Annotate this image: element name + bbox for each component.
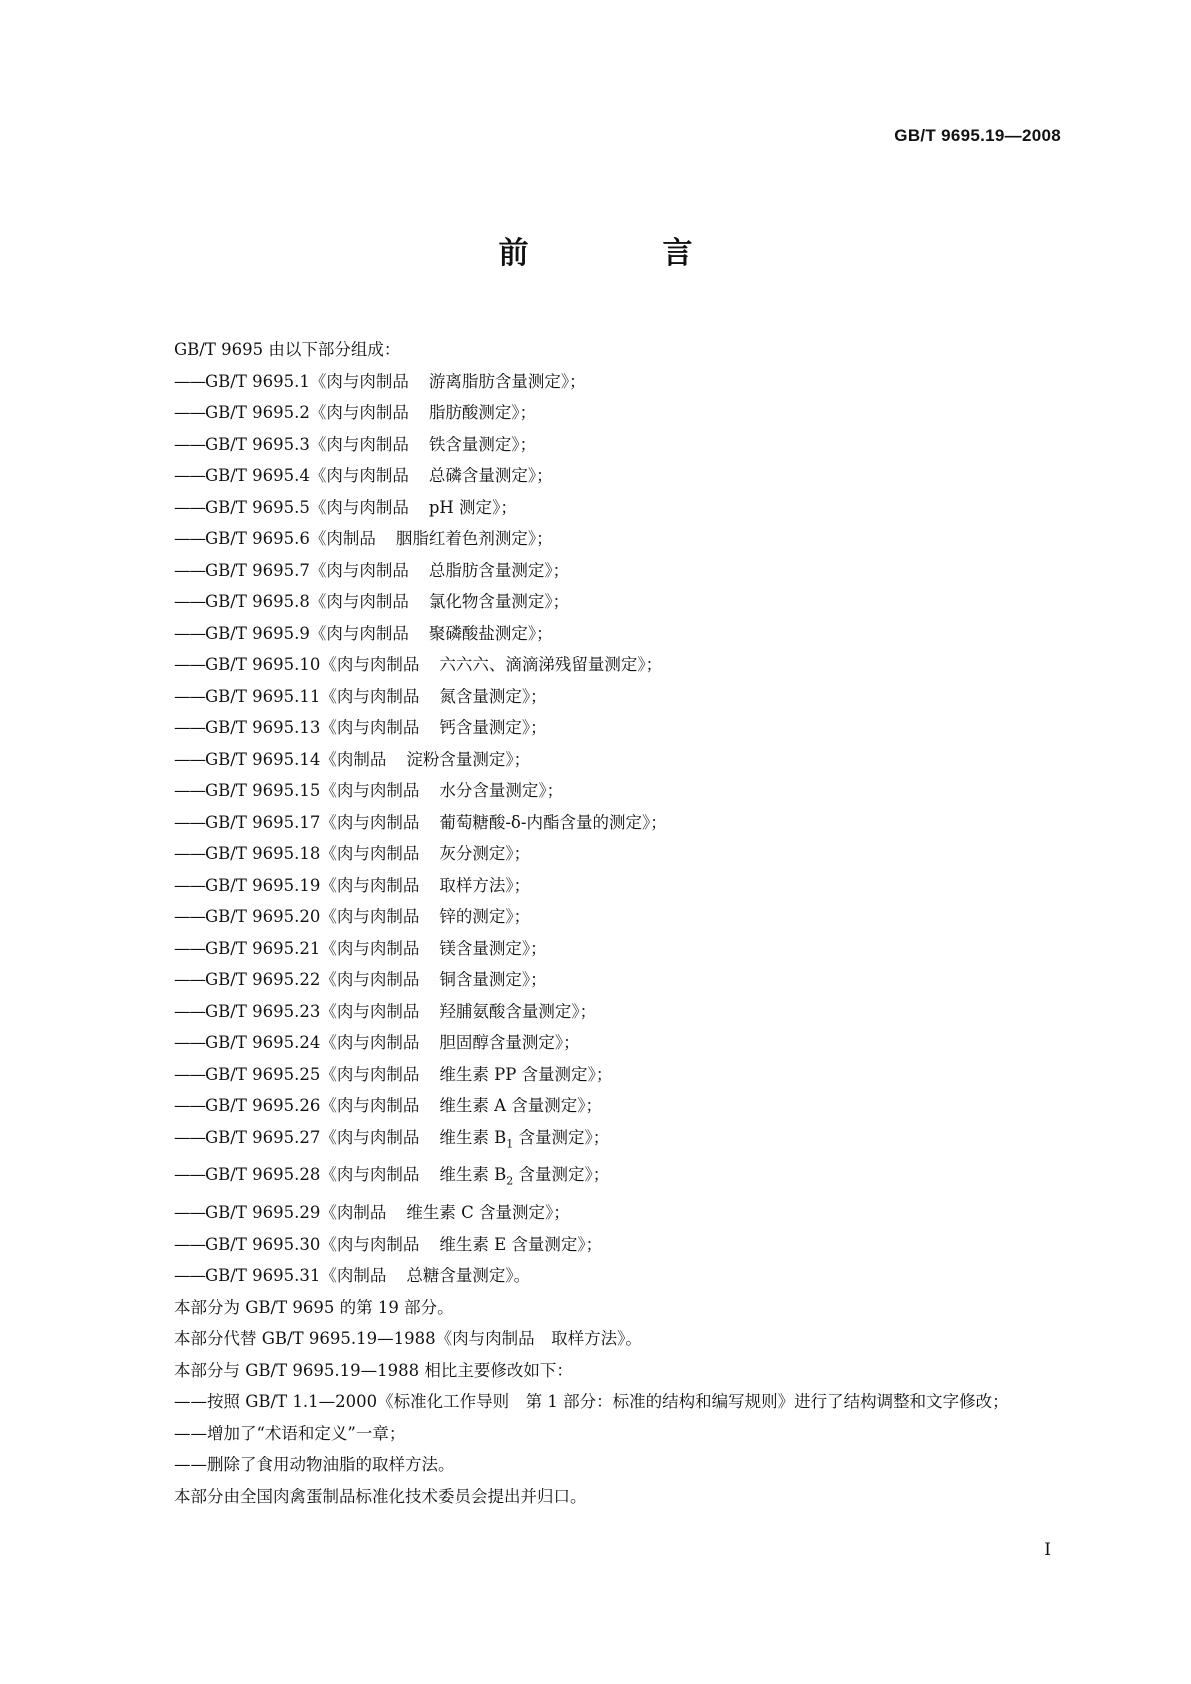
part-end-punctuation: ； (645, 655, 663, 674)
part-topic: pH 测定 (428, 497, 493, 517)
change-item: ——增加了“术语和定义”一章； (174, 1423, 406, 1443)
part-topic: 六六六、滴滴涕残留量测定 (439, 655, 638, 674)
part-end-punctuation: ； (519, 434, 537, 454)
part-list-item: ——GB/T 9695.14《肉制品 淀粉含量测定》； (174, 749, 531, 769)
part-code: GB/T 9695.4 (205, 466, 310, 485)
parts-list (174, 366, 1064, 1292)
part-code: GB/T 9695.10 (205, 655, 321, 674)
part-end-punctuation: ； (546, 781, 564, 800)
part-list-item: ——GB/T 9695.29《肉制品 维生素 C 含量测定》； (174, 1203, 570, 1223)
part-list-item: ——GB/T 9695.3《肉与肉制品 铁含量测定》； (174, 434, 537, 454)
part-end-punctuation: ； (569, 371, 586, 391)
part-topic: 水分含量测定 (439, 781, 539, 800)
part-subject: 肉与肉制品 (326, 466, 409, 485)
part-list-item: ——GB/T 9695.28《肉与肉制品 维生素 $B_2$ 含量测定》； (174, 1165, 610, 1188)
part-subject: 肉与肉制品 (326, 560, 409, 580)
part-end-punctuation: ； (536, 529, 553, 548)
part-code: GB/T 9695.15 (205, 781, 321, 800)
part-code: GB/T 9695.5 (205, 497, 310, 517)
part-end-punctuation: ； (530, 970, 547, 989)
part-list-item: ——GB/T 9695.4《肉与肉制品 总磷含量测定》； (174, 466, 553, 485)
part-list-item: ——GB/T 9695.1《肉与肉制品 游离脂肪含量测定》； (174, 371, 586, 391)
part-subject: 肉与肉制品 (336, 907, 420, 926)
part-topic: 锌的测定 (439, 907, 506, 926)
part-topic: 铁含量测定 (428, 434, 512, 454)
part-topic: 聚磷酸盐测定 (428, 623, 528, 643)
part-topic-subscript: 2 (506, 1174, 514, 1188)
part-topic-subscript: 1 (506, 1136, 514, 1150)
part-topic: 镁含量测定 (439, 938, 522, 958)
part-end-punctuation: ； (536, 623, 553, 643)
part-list-item: ——GB/T 9695.10《肉与肉制品 六六六、滴滴涕残留量测定》； (174, 655, 663, 674)
part-list-item: ——GB/T 9695.24《肉与肉制品 胆固醇含量测定》； (174, 1033, 580, 1052)
part-topic: 羟脯氨酸含量测定 (439, 1001, 572, 1021)
part-list-item: ——GB/T 9695.13《肉与肉制品 钙含量测定》； (174, 718, 547, 737)
part-subject: 肉与肉制品 (326, 497, 409, 517)
part-end-punctuation: ； (500, 497, 517, 517)
part-list-item: ——GB/T 9695.31《肉制品 总糖含量测定》。 (174, 1266, 531, 1286)
part-list-item: ——GB/T 9695.21《肉与肉制品 镁含量测定》； (174, 938, 547, 958)
part-end-punctuation: ； (552, 560, 570, 580)
part-end-punctuation: ； (513, 844, 531, 863)
part-code: GB/T 9695.20 (205, 907, 321, 926)
part-topic: 葡萄糖酸-δ-内酯含量的测定 (439, 812, 642, 832)
part-subject: 肉与肉制品 (336, 1127, 420, 1147)
part-code: GB/T 9695.6 (205, 529, 310, 548)
proposed-paragraph: 本部分由全国肉禽蛋制品标准化技术委员会提出并归口。 (174, 1486, 587, 1506)
part-subject: 肉与肉制品 (336, 686, 420, 706)
part-topic: 氮含量测定 (439, 686, 522, 706)
part-code: GB/T 9695.21 (205, 938, 321, 958)
section-title: 前 言 (498, 236, 745, 271)
part-subject: 肉与肉制品 (336, 1033, 420, 1052)
part-topic: 胭脂红着色剂测定 (395, 529, 528, 548)
part-subject: 肉制品 (336, 749, 387, 769)
part-list-item: ——GB/T 9695.19《肉与肉制品 取样方法》； (174, 875, 531, 895)
part-topic: 取样方法 (439, 875, 506, 895)
part-end-punctuation: ； (585, 1234, 603, 1254)
part-subject: 肉与肉制品 (336, 718, 420, 737)
part-subject: 肉与肉制品 (326, 371, 409, 391)
part-topic-suffix: 含量测定 (513, 1127, 585, 1147)
part-list-item: ——GB/T 9695.18《肉与肉制品 灰分测定》； (174, 844, 531, 863)
part-code: GB/T 9695.30 (205, 1234, 321, 1254)
document-code: GB/T 9695.19—2008 (894, 126, 1061, 145)
replaces-paragraph: 本部分代替 GB/T 9695.19—1988《肉与肉制品 取样方法》。 (174, 1329, 642, 1349)
part-code: GB/T 9695.29 (205, 1203, 321, 1223)
part-code: GB/T 9695.31 (205, 1266, 321, 1286)
part-topic: 维生素 A 含量测定 (439, 1096, 578, 1115)
part-code: GB/T 9695.23 (205, 1001, 321, 1021)
part-code: GB/T 9695.19 (205, 875, 321, 895)
part-topic: 总脂肪含量测定 (428, 560, 545, 580)
part-subject: 肉与肉制品 (336, 1064, 420, 1084)
part-end-punctuation: ； (592, 1127, 610, 1147)
part-end-punctuation: ； (513, 907, 531, 926)
part-end-punctuation: ； (530, 686, 547, 706)
part-topic-suffix: 含量测定 (513, 1165, 585, 1185)
part-topic: 淀粉含量测定 (406, 749, 506, 769)
part-list-item: ——GB/T 9695.5《肉与肉制品 pH 测定》； (174, 497, 517, 517)
part-list-item: ——GB/T 9695.20《肉与肉制品 锌的测定》； (174, 907, 531, 926)
part-subject: 肉与肉制品 (336, 1165, 420, 1185)
part-subject: 肉与肉制品 (336, 781, 420, 800)
intro-paragraph: GB/T 9695 由以下部分组成： (174, 340, 401, 359)
part-code: GB/T 9695.28 (205, 1165, 321, 1185)
part-list-item: ——GB/T 9695.22《肉与肉制品 铜含量测定》； (174, 970, 547, 989)
part-code: GB/T 9695.2 (205, 403, 310, 422)
part-subject: 肉与肉制品 (336, 844, 420, 863)
part-code: GB/T 9695.18 (205, 844, 321, 863)
part-topic: 钙含量测定 (439, 718, 522, 737)
part-code: GB/T 9695.14 (205, 749, 321, 769)
part-subject: 肉与肉制品 (336, 1001, 420, 1021)
part-code: GB/T 9695.26 (205, 1096, 321, 1115)
part-subject: 肉与肉制品 (336, 938, 420, 958)
part-topic (439, 1127, 585, 1150)
part-list-item: ——GB/T 9695.7《肉与肉制品 总脂肪含量测定》； (174, 560, 570, 580)
part-list-item: ——GB/T 9695.25《肉与肉制品 维生素 PP 含量测定》； (174, 1064, 613, 1084)
part-subject: 肉与肉制品 (336, 655, 420, 674)
part-topic-prefix: 维生素 B (439, 1127, 507, 1147)
part-list-item: ——GB/T 9695.26《肉与肉制品 维生素 A 含量测定》； (174, 1096, 603, 1115)
part-end-punctuation: ； (563, 1033, 580, 1052)
part-topic: 总磷含量测定 (428, 466, 528, 485)
part-end-punctuation: ； (595, 1064, 613, 1084)
part-subject: 肉与肉制品 (336, 1234, 420, 1254)
part-end-punctuation: ； (530, 718, 547, 737)
part-end-punctuation: ； (553, 1203, 570, 1223)
part-code: GB/T 9695.25 (205, 1064, 321, 1084)
part-subject: 肉与肉制品 (336, 875, 420, 895)
part-list-item: ——GB/T 9695.8《肉与肉制品 氯化物含量测定》； (174, 592, 570, 611)
part-subject: 肉与肉制品 (336, 970, 420, 989)
part-end-punctuation: ； (536, 466, 553, 485)
part-topic-prefix: 维生素 B (439, 1165, 507, 1185)
change-item: ——删除了食用动物油脂的取样方法。 (174, 1455, 455, 1475)
part-subject: 肉制品 (336, 1203, 387, 1223)
part-code: GB/T 9695.11 (205, 686, 321, 706)
part-subject: 肉与肉制品 (336, 812, 420, 832)
part-subject: 肉与肉制品 (326, 434, 409, 454)
part-code: GB/T 9695.13 (205, 718, 321, 737)
part-list-item: ——GB/T 9695.30《肉与肉制品 维生素 E 含量测定》； (174, 1234, 603, 1254)
part-topic: 维生素 E 含量测定 (439, 1234, 578, 1254)
part-end-punctuation: ； (579, 1001, 597, 1021)
part-list-item: ——GB/T 9695.23《肉与肉制品 羟脯氨酸含量测定》； (174, 1001, 597, 1021)
part-end-punctuation: ； (530, 938, 547, 958)
part-list-item: ——GB/T 9695.2《肉与肉制品 脂肪酸测定》； (174, 403, 537, 422)
part-subject: 肉与肉制品 (326, 623, 409, 643)
part-end-punctuation: ； (650, 812, 667, 832)
part-of-paragraph: 本部分为 GB/T 9695 的第 19 部分。 (174, 1297, 454, 1317)
part-topic (439, 1165, 585, 1188)
part-end-punctuation: ； (552, 592, 570, 611)
part-code: GB/T 9695.27 (205, 1127, 321, 1147)
part-end-punctuation: 。 (513, 1266, 531, 1286)
part-code: GB/T 9695.9 (205, 623, 310, 643)
part-topic: 总糖含量测定 (406, 1266, 506, 1286)
part-code: GB/T 9695.3 (205, 434, 310, 454)
part-code: GB/T 9695.7 (205, 560, 310, 580)
part-subject: 肉与肉制品 (326, 403, 409, 422)
part-end-punctuation: ； (519, 403, 537, 422)
changes-intro-paragraph: 本部分与 GB/T 9695.19—1988 相比主要修改如下： (174, 1360, 573, 1380)
document-body (174, 334, 1064, 1512)
part-topic: 胆固醇含量测定 (439, 1033, 555, 1052)
part-list-item: ——GB/T 9695.11《肉与肉制品 氮含量测定》； (174, 686, 547, 706)
part-list-item: ——GB/T 9695.9《肉与肉制品 聚磷酸盐测定》； (174, 623, 553, 643)
part-end-punctuation: ； (592, 1165, 610, 1185)
part-end-punctuation: ； (513, 875, 531, 895)
part-topic: 灰分测定 (439, 844, 506, 863)
part-topic: 维生素 PP 含量测定 (439, 1064, 588, 1084)
part-end-punctuation: ； (585, 1096, 603, 1115)
page-number: I (1044, 1540, 1051, 1560)
part-code: GB/T 9695.1 (205, 371, 310, 391)
part-list-item: ——GB/T 9695.27《肉与肉制品 维生素 $B_1$ 含量测定》； (174, 1127, 610, 1150)
part-subject: 肉与肉制品 (326, 592, 409, 611)
part-topic: 维生素 C 含量测定 (406, 1203, 545, 1223)
change-item: ——按照 GB/T 1.1—2000《标准化工作导则 第 1 部分：标准的结构和编写规则》进行了结构调整和文字修改； (174, 1392, 1009, 1412)
part-topic: 脂肪酸测定 (428, 403, 512, 422)
part-subject: 肉制品 (336, 1266, 387, 1286)
part-topic: 氯化物含量测定 (428, 592, 545, 611)
part-topic: 游离脂肪含量测定 (428, 371, 561, 391)
part-code: GB/T 9695.17 (205, 812, 321, 832)
part-topic: 铜含量测定 (439, 970, 522, 989)
part-code: GB/T 9695.22 (205, 970, 321, 989)
part-end-punctuation: ； (513, 749, 531, 769)
part-list-item: ——GB/T 9695.15《肉与肉制品 水分含量测定》； (174, 781, 564, 800)
part-subject: 肉制品 (326, 529, 376, 548)
part-subject: 肉与肉制品 (336, 1096, 420, 1115)
part-code: GB/T 9695.24 (205, 1033, 321, 1052)
part-code: GB/T 9695.8 (205, 592, 310, 611)
part-list-item: ——GB/T 9695.6《肉制品 胭脂红着色剂测定》； (174, 529, 553, 548)
part-list-item: ——GB/T 9695.17《肉与肉制品 葡萄糖酸-δ-内酯含量的测定》； (174, 812, 667, 832)
